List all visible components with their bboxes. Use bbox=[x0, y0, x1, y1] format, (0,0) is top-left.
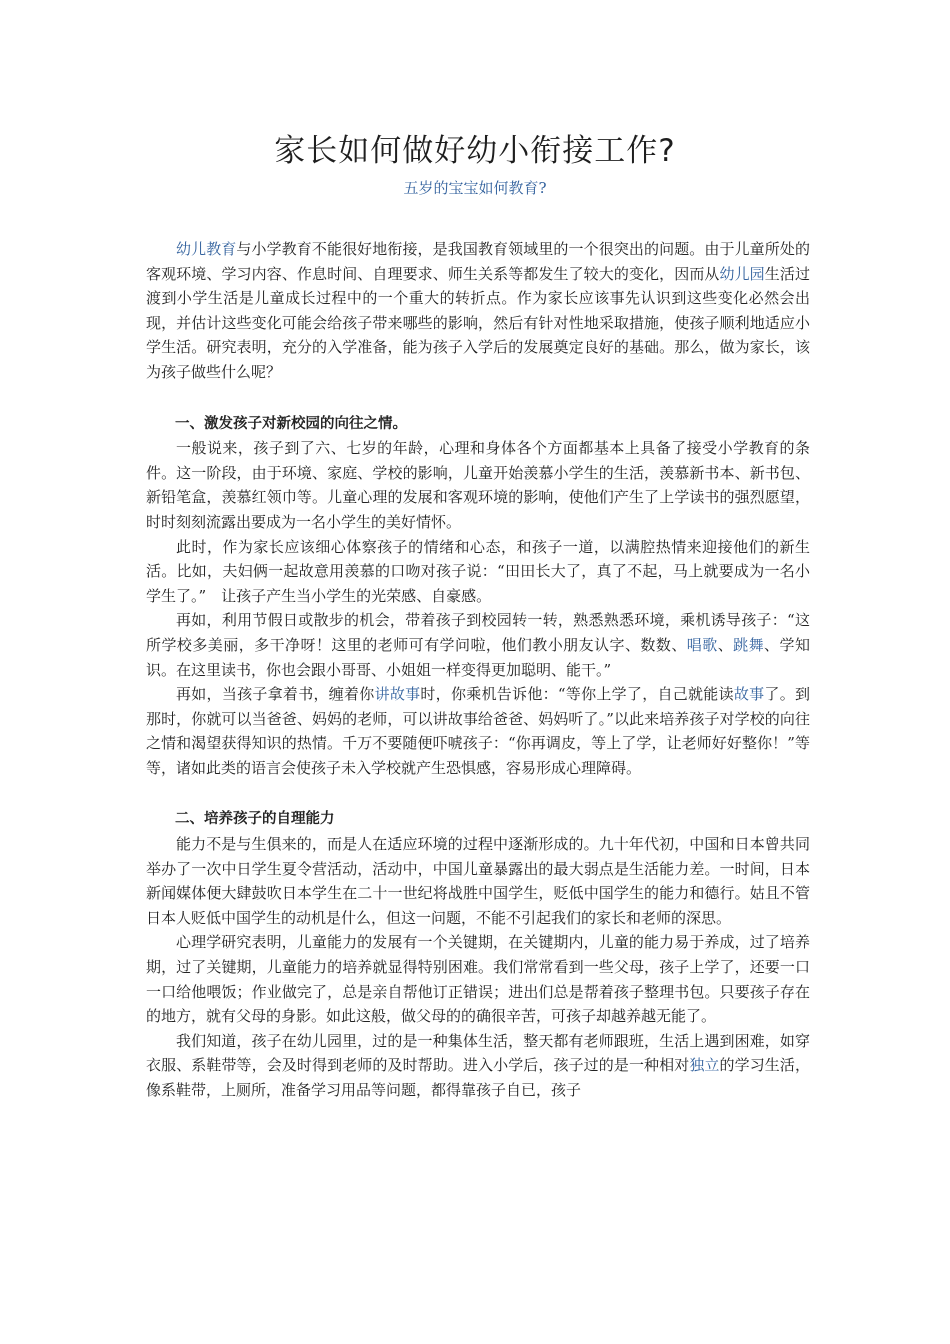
link-tiaowu[interactable]: 跳舞 bbox=[733, 635, 765, 654]
article-body bbox=[146, 237, 810, 1103]
s2p3-text-1: 我们知道，孩子在幼儿园里，过的是一种集体生活，整天都有老师跟班，生活上遇到困难，如穿衣服、系鞋带等，会及时得到老师的及时帮助。进入小学后，孩子过的是一种相对 bbox=[146, 1031, 810, 1075]
section-2-paragraph-1: 能力不是与生俱来的，而是人在适应环境的过程中逐渐形成的。九十年代初，中国和日本曾共同举办了一次中日学生夏令营活动，活动中，中国儿童暴露出的最大弱点是生活能力差。一时间，日本新闻媒体便大肆鼓吹日本学生在二十一世纪将战胜中国学生，贬低中国学生的能力和德行。姑且不管日本人贬低中国学生的动机是什么，但这一问题，不能不引起我们的家长和老师的深思。 bbox=[146, 835, 810, 927]
section-2-paragraph-3 bbox=[146, 1029, 810, 1103]
section-2-paragraph-2: 心理学研究表明，儿童能力的发展有一个关键期，在关键期内，儿童的能力易于养成，过了培养期，过了关键期，儿童能力的培养就显得特别困难。我们常常看到一些父母，孩子上学了，还要一口一口给他喂饭；作业做完了，总是亲自帮他订正错误；进出们总是帮着孩子整理书包。只要孩子存在的地方，就有父母的身影。如此这般，做父母的的确很辛苦，可孩子却越养越无能了。 bbox=[146, 933, 810, 1026]
section-2-heading: 二、培养孩子的自理能力 bbox=[175, 811, 335, 828]
intro-paragraph bbox=[146, 237, 810, 385]
s1p4-text-2: 时，你乘机告诉他：“等你上学了，自己就能读 bbox=[420, 685, 734, 704]
section-1-paragraph-4 bbox=[146, 682, 810, 780]
section-1-heading: 一、激发孩子对新校园的向往之情。 bbox=[175, 415, 407, 432]
section-1-paragraph-3 bbox=[146, 608, 810, 682]
link-duli[interactable]: 独立 bbox=[689, 1056, 720, 1075]
s1p3-text-1: 再如，利用节假日或散步的机会，带着孩子到校园转一转，熟悉熟悉环境，乘机诱导孩子：“这所学校多美丽，多干净呀！这里的老师可有学问啦，他们教小朋友认字、数数、 bbox=[146, 611, 810, 654]
link-changge[interactable]: 唱歌 bbox=[686, 635, 718, 654]
section-1-paragraph-1: 一般说来，孩子到了六、七岁的年龄，心理和身体各个方面都基本上具备了接受小学教育的条件。这一阶段，由于环境、家庭、学校的影响，儿童开始羡慕小学生的生活，羡慕新书本、新书包、新铅笔盒，羡慕红领巾等。儿童心理的发展和客观环境的影响，使他们产生了上学读书的强烈愿望，时时刻刻流露出要成为一名小学生的美好情怀。 bbox=[146, 439, 810, 531]
intro-text-1: 与小学教育不能很好地衔接，是我国教育领域里的一个很突出的问题。由于儿童所处的客观环境、学习内容、作息时间、自理要求、师生关系等都发生了较大的变化，因而从 bbox=[146, 240, 810, 283]
s2p3-text-2: 的学习生活，像系鞋带，上厕所，准备学习用品等问题，都得靠孩子自已，孩子 bbox=[146, 1056, 810, 1099]
s1p3-text-3: 、学知识。在这里读书，你也会跟小哥哥、小姐姐一样变得更加聪明、能干。” bbox=[146, 635, 810, 679]
page-subtitle[interactable]: 五岁的宝宝如何教育? bbox=[403, 179, 547, 197]
link-youeryuan[interactable]: 幼儿园 bbox=[719, 264, 765, 283]
link-gushi[interactable]: 故事 bbox=[733, 685, 765, 704]
s1p4-text-1: 再如，当孩子拿着书，缠着你 bbox=[176, 685, 375, 704]
s1p4-text-3: 了。到那时，你就可以当爸爸、妈妈的老师，可以讲故事给爸爸、妈妈听了。”以此来培养孩子对学校的向往之情和渴望获得知识的热情。千万不要随便吓唬孩子：“你再调皮，等上了学，让老师好好整你！”等等，诸如此类的语言会使孩子未入学校就产生恐惧感，容易形成心理障碍。 bbox=[146, 685, 810, 777]
s1p3-text-2: 、 bbox=[717, 635, 734, 654]
link-youer-jiaoyu[interactable]: 幼儿教育 bbox=[176, 240, 237, 258]
section-1-paragraph-2: 此时，作为家长应该细心体察孩子的情绪和心态，和孩子一道，以满腔热情来迎接他们的新生活。比如，夫妇俩一起故意用羡慕的口吻对孩子说：“田田长大了，真了不起，马上就要成为一名小学生了。” 让孩子产生当小学生的光荣感、自豪感。 bbox=[146, 537, 810, 605]
intro-text-2: 生活过渡到小学生活是儿童成长过程中的一个重大的转折点。作为家长应该事先认识到这些变化必然会出现，并估计这些变化可能会给孩子带来哪些的影响，然后有针对性地采取措施，使孩子顺利地适应小学生活。研究表明，充分的入学准备，能为孩子入学后的发展奠定良好的基础。那么，做为家长，该为孩子做些什么呢？ bbox=[146, 264, 810, 381]
link-jiang-gushi[interactable]: 讲故事 bbox=[374, 685, 421, 704]
page-title: 家长如何做好幼小衔接工作? bbox=[274, 133, 676, 169]
